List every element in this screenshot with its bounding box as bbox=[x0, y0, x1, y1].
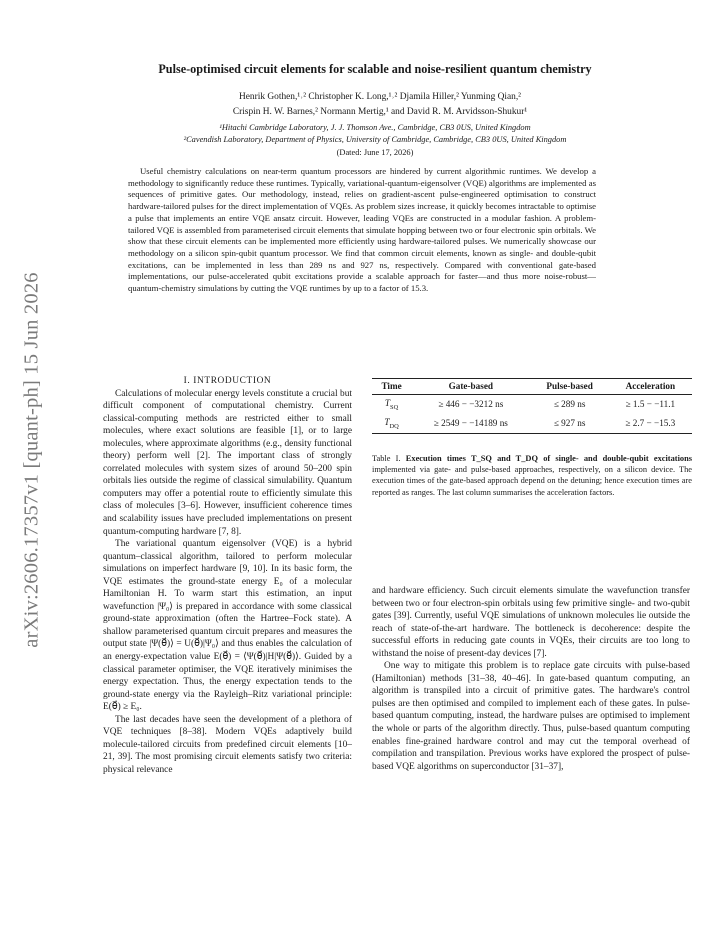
acceleration-cell: ≥ 2.7 − −15.3 bbox=[625, 418, 676, 429]
caption-label: Table I. bbox=[372, 454, 401, 463]
arxiv-identifier-sidebar bbox=[12, 250, 52, 670]
column-header: Acceleration bbox=[625, 381, 676, 391]
row-label: $T_{DQ}$ bbox=[384, 416, 399, 430]
paragraph: Calculations of molecular energy levels constitute a crucial but difficult component of computational chemistry. Current classical-computing methods are restricted either to small molecules, where exact solutions are feasible [1], or to large molecules, where approximate algorithms (e.g., density functional theory) perform well [2]. The important class of strongly correlated molecules with system sizes of around 50–200 spin orbitals lies outside the regime of classical simulability. Quantum computers may offer a potential route to efficiently simulate this class of molecules [3–6]. However, insufficient coherence times and scalability issues have precluded implementations on present quantum-computing hardware [7, 8]. bbox=[103, 388, 352, 537]
column-header: Gate-based bbox=[448, 381, 494, 391]
acceleration-cell: ≥ 1.5 − −11.1 bbox=[625, 399, 676, 410]
execution-times-table bbox=[372, 378, 692, 434]
author-line: Henrik Gothen,¹˒² Christopher K. Long,¹˒² Djamila Hiller,² Yunming Qian,² bbox=[239, 92, 521, 102]
pulse-based-cell: ≤ 289 ns bbox=[553, 399, 586, 410]
left-column bbox=[103, 375, 352, 777]
table-header-row bbox=[372, 379, 692, 395]
gate-based-cell: ≥ 2549 − −14189 ns bbox=[433, 418, 508, 429]
paragraph: The variational quantum eigensolver (VQE) is a hybrid quantum–classical algorithm, tailored to perform molecular simulations on imperfect hardware [9, 10]. In its basic form, the VQE estimates the ground-state energy E₀ of a molecular Hamiltonian H. To warm start this estimation, an input wavefunction |Ψ₀⟩ is prepared in accordance with some classical ground-state approximation (often the Hartree–Fock state). A shallow parameterised quantum circuit prepares and measures the output state |Ψ(θ⃗)⟩ = U(θ⃗)|Ψ₀⟩ and thus enables the calculation of an energy-expectation value E(θ⃗) = ⟨Ψ(θ⃗)|H|Ψ(θ⃗)⟩. Guided by a classical parameter optimiser, the VQE iteratively minimises the energy expectation. Thus, the energy expectation tends to the ground-state energy via the Rayleigh–Ritz variational principle: E(θ⃗) ≥ E₀. bbox=[103, 539, 352, 713]
date-line: (Dated: June 17, 2026) bbox=[336, 148, 414, 157]
pulse-based-cell: ≤ 927 ns bbox=[553, 418, 586, 429]
section-heading: I. INTRODUCTION bbox=[183, 376, 272, 386]
right-column bbox=[372, 585, 690, 773]
column-header: Pulse-based bbox=[546, 381, 593, 391]
paper-title: Pulse-optimised circuit elements for scalable and noise-resilient quantum chemistry bbox=[158, 62, 592, 76]
paragraph: and hardware efficiency. Such circuit elements simulate the wavefunction transfer between two or four electron-spin orbitals using few primitive single- and two-qubit gates [39]. Currently, useful VQE simulations of unknown molecules lie outside the reach of state-of-the-art hardware. The bottleneck is decoherence: despite the successful efforts in reducing gate counts in VQEs, their circuits are too long to withstand the noise of present-day devices [7]. bbox=[372, 586, 690, 659]
abstract: Useful chemistry calculations on near-term quantum processors are hindered by current algorithmic runtimes. We develop a methodology to significantly reduce these runtimes. Typically, variational-quantum-eigensolver (VQE) algorithms are implemented as sequences of primitive gates. Our methodology, instead, relies on gradient-ascent pulse-engineered optimisation to construct hardware-tailored pulses for the direct implementation of VQEs. As problem sizes increase, it quickly becomes intractable to optimise a pulse that implements an entire VQE ansatz circuit. However, leading VQEs are constructed in a modular fashion. A problem-tailored VQE is assembled from parameterised circuit elements that simulate hopping between two or four electronic spin orbitals. We show that these circuit elements can be implemented more efficiently using hardware-tailored pulses. We numerically showcase our methodology on a silicon spin-qubit quantum processor. We find that common circuit elements, known as single- and double-qubit excitations, can be implemented in less than 289 ns and 927 ns, respectively. Compared with conventional gate-based implementations, our pulse-accelerated qubit excitations provide a scalable approach for faster—and thus more noise-robust—quantum-chemistry simulations by cutting the VQE runtimes by up to a factor of 15.3. bbox=[128, 166, 596, 294]
affiliations bbox=[60, 122, 690, 145]
affiliation: ²Cavendish Laboratory, Department of Physics, University of Cambridge, Cambridge, CB3 0US, United Kingdom bbox=[183, 134, 567, 144]
affiliation: ¹Hitachi Cambridge Laboratory, J. J. Thomson Ave., Cambridge, CB3 0US, United Kingdom bbox=[219, 123, 531, 132]
arxiv-identifier: arXiv:2606.17357v1 [quant-ph] 15 Jun 2026 bbox=[20, 272, 43, 648]
paragraph: The last decades have seen the development of a plethora of VQE techniques [8–38]. Modern VQEs adaptively build molecule-tailored circuits from predefined circuit elements [10–21, 39]. The most promising circuit elements satisfy two criteria: physical relevance bbox=[103, 714, 352, 775]
author-line: Crispin H. W. Barnes,² Normann Mertig,¹ and David R. M. Arvidsson-Shukur¹ bbox=[232, 106, 528, 117]
caption-bold-title: Execution times T_SQ and T_DQ of single- and double-qubit excitations bbox=[405, 454, 692, 463]
table-row bbox=[372, 414, 692, 433]
gate-based-cell: ≥ 446 − −3212 ns bbox=[438, 399, 504, 410]
author-list bbox=[80, 90, 680, 119]
table-row bbox=[372, 395, 692, 414]
column-header: Time bbox=[381, 381, 402, 391]
table-caption bbox=[372, 453, 692, 498]
row-label: $T_{SQ}$ bbox=[384, 398, 399, 411]
caption-text: implemented via gate- and pulse-based approaches, respectively, on a silicon device. The execution times of the gate-based approach depend on the detuning; hence execution times are reported as ranges. The last column summarises the acceleration factors. bbox=[372, 465, 692, 497]
paragraph: One way to mitigate this problem is to replace gate circuits with pulse-based (Hamiltonian) methods [31–38, 40–46]. In gate-based quantum computing, an algorithm is transpiled into a circuit of primitive gates. The hardware's control pulses are then optimised and compiled to implement each of these gates. In pulse-based quantum computing, instead, the hardware pulses are optimised to implement the whole or parts of the algorithm directly. Thus, pulse-based quantum computing enables fine-grained hardware control and may cut the temporal overhead of compilation and transpilation. Previous works have explored the prospect of pulse-based VQE algorithms on superconductor [31–37], bbox=[372, 661, 690, 772]
